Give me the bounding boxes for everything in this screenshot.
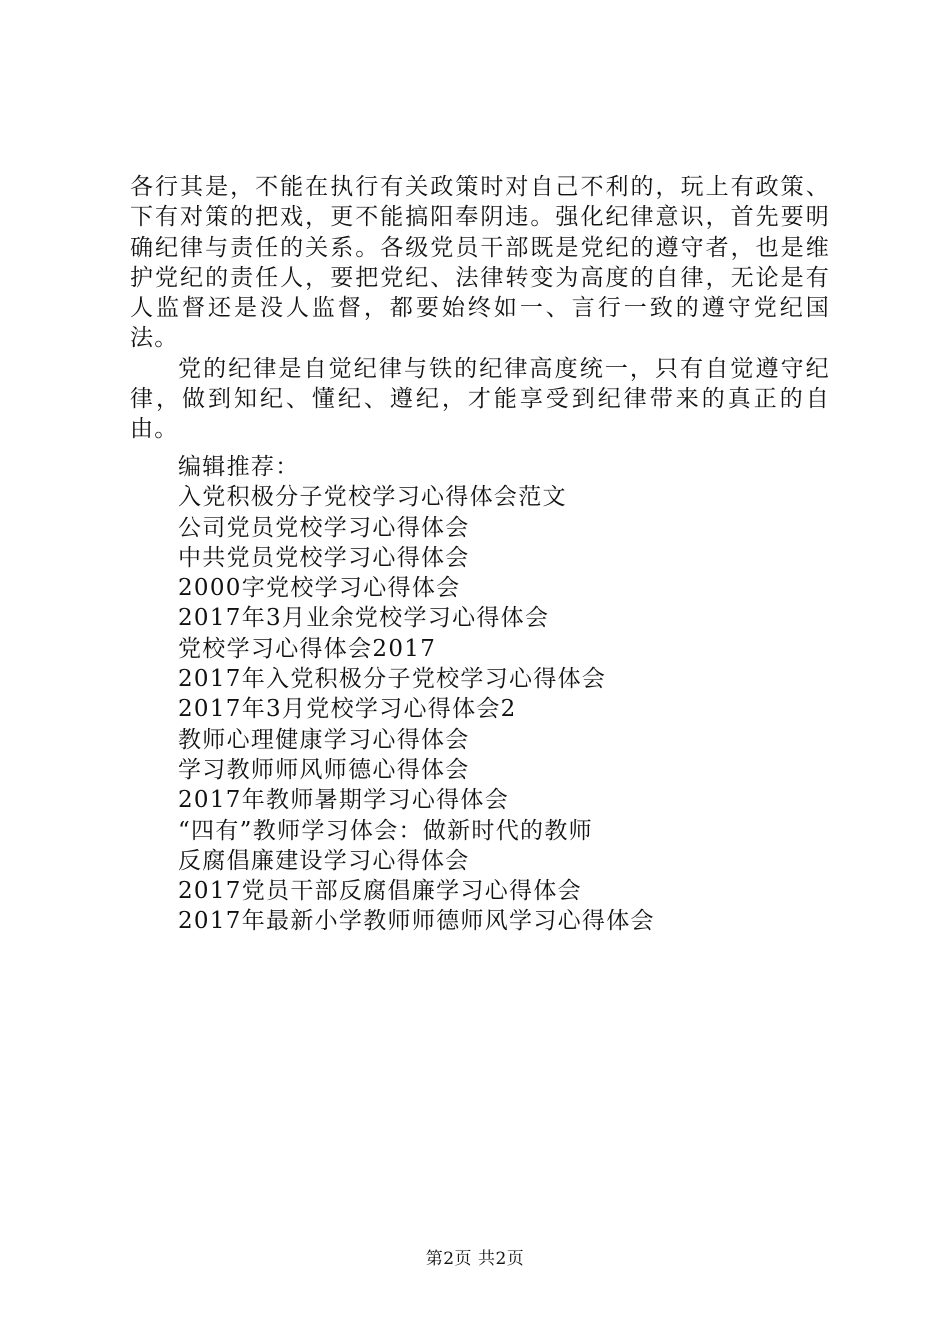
recommendation-link[interactable]: 2017年入党积极分子党校学习心得体会: [178, 666, 607, 693]
recommendation-link[interactable]: 2017年3月党校学习心得体会2: [178, 696, 517, 723]
recommendation-link[interactable]: 2017年3月业余党校学习心得体会: [178, 605, 550, 632]
page-number-footer: 第2页 共2页: [425, 1249, 525, 1269]
recommendation-link[interactable]: 反腐倡廉建设学习心得体会: [178, 847, 470, 874]
recommendation-link[interactable]: 学习教师师风师德心得体会: [178, 756, 470, 783]
recommendation-link[interactable]: 2017年最新小学教师师德师风学习心得体会: [178, 908, 655, 935]
recommendation-link[interactable]: 教师心理健康学习心得体会: [178, 726, 470, 753]
recommendations-list: [178, 482, 828, 936]
recommendation-link[interactable]: 党校学习心得体会2017: [178, 635, 437, 662]
recommendation-link[interactable]: 中共党员党校学习心得体会: [178, 544, 470, 571]
recommendation-link[interactable]: 2017年教师暑期学习心得体会: [178, 787, 510, 814]
paragraph-discipline-unity: 党的纪律是自觉纪律与铁的纪律高度统一，只有自觉遵守纪律，做到知纪、懂纪、遵纪，才能享受到纪律带来的真正的自由。: [130, 355, 830, 443]
recommendation-link[interactable]: “四有”教师学习体会：做新时代的教师: [178, 817, 593, 844]
paragraph-discipline-awareness: 各行其是，不能在执行有关政策时对自己不利的，玩上有政策、下有对策的把戏，更不能搞阳奉阴违。强化纪律意识，首先要明确纪律与责任的关系。各级党员干部既是党纪的遵守者，也是维护党纪的责任人，要把党纪、法律转变为高度的自律，无论是有人监督还是没人监督，都要始终如一、言行一致的遵守党纪国法。: [130, 174, 830, 352]
recommendations-heading: 编辑推荐：: [178, 454, 300, 480]
recommendations-section: [178, 452, 828, 937]
recommendation-link[interactable]: 公司党员党校学习心得体会: [178, 514, 470, 541]
body-text: [130, 172, 830, 445]
recommendation-link[interactable]: 2000字党校学习心得体会: [178, 575, 461, 602]
recommendation-link[interactable]: 2017党员干部反腐倡廉学习心得体会: [178, 878, 582, 905]
recommendation-link[interactable]: 入党积极分子党校学习心得体会范文: [178, 484, 567, 511]
